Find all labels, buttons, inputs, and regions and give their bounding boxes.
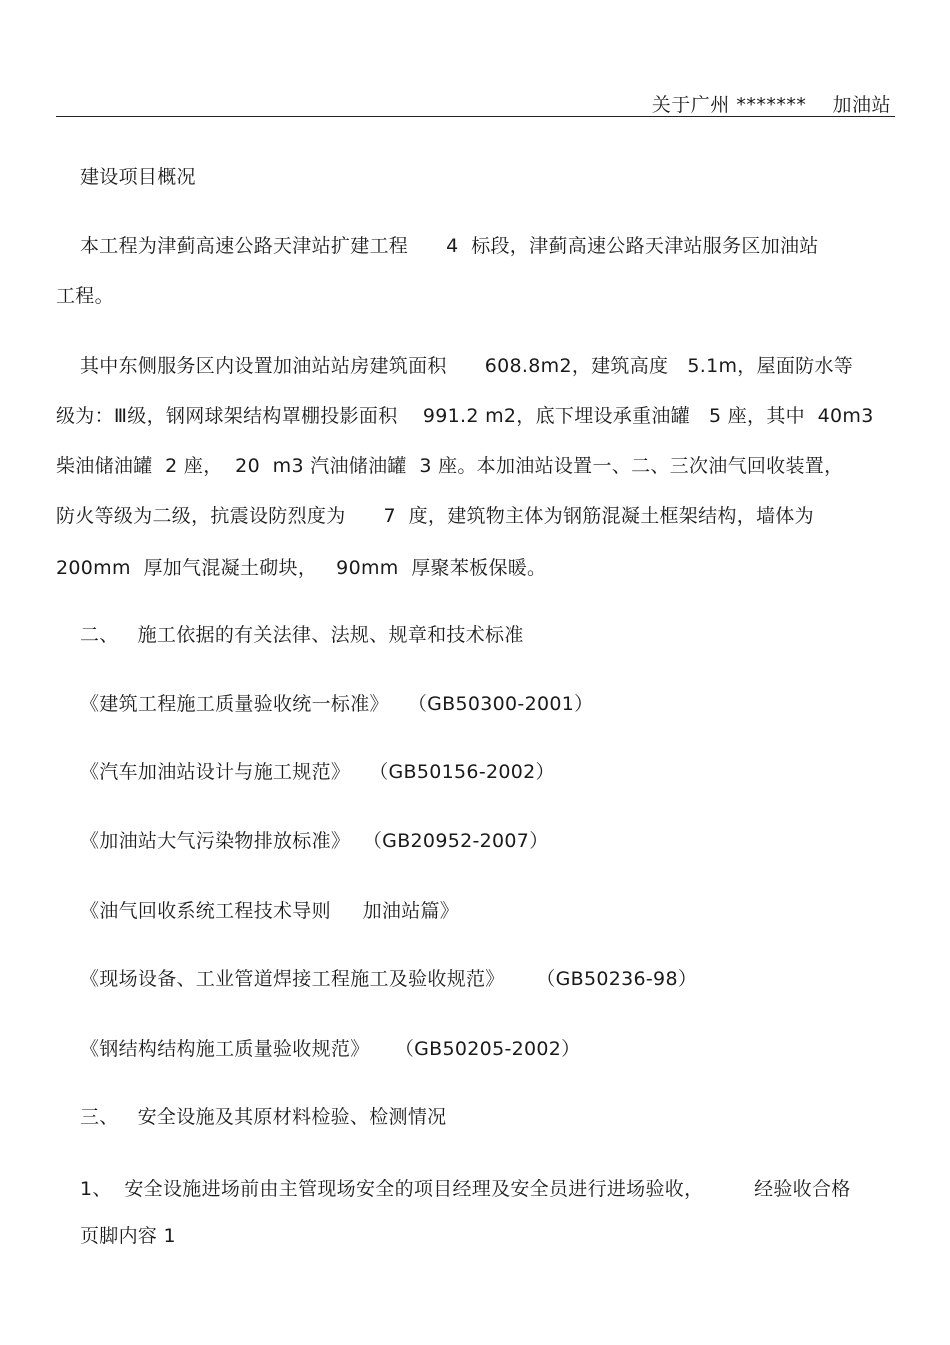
paragraph-line: 1、 安全设施进场前由主管现场安全的项目经理及安全员进行进场验收， 经验收合格	[80, 1178, 851, 1200]
section-title-basis: 二、 施工依据的有关法律、法规、规章和技术标准	[80, 624, 524, 646]
standard-item: 《现场设备、工业管道焊接工程施工及验收规范》 （GB50236-98）	[80, 968, 698, 990]
header-title: 关于广州 ******* 加油站	[651, 94, 891, 116]
standard-item: 《油气回收系统工程技术导则 加油站篇》	[80, 900, 460, 922]
page-header	[56, 86, 895, 117]
paragraph-line: 工程。	[56, 285, 114, 307]
page-footer: 页脚内容 1	[80, 1225, 176, 1247]
paragraph-line: 其中东侧服务区内设置加油站站房建筑面积 608.8m2，建筑高度 5.1m，屋面防水等	[80, 355, 854, 377]
standard-item: 《汽车加油站设计与施工规范》 （GB50156-2002）	[80, 761, 555, 783]
paragraph-line: 本工程为津蓟高速公路天津站扩建工程 4 标段，津蓟高速公路天津站服务区加油站	[80, 235, 819, 257]
paragraph-line: 防火等级为二级，抗震设防烈度为 7 度，建筑物主体为钢筋混凝土框架结构，墙体为	[56, 505, 814, 527]
section-title-overview: 建设项目概况	[80, 166, 196, 188]
paragraph-line: 级为：Ⅲ级，钢网球架结构罩棚投影面积 991.2 m2，底下埋设承重油罐 5 座，其中 40m3	[56, 405, 874, 427]
paragraph-line: 200mm 厚加气混凝土砌块， 90mm 厚聚苯板保暖。	[56, 557, 547, 579]
standard-item: 《建筑工程施工质量验收统一标准》 （GB50300-2001）	[80, 693, 594, 715]
standard-item: 《加油站大气污染物排放标准》 （GB20952-2007）	[80, 830, 549, 852]
standard-item: 《钢结构结构施工质量验收规范》 （GB50205-2002）	[80, 1038, 581, 1060]
paragraph-line: 柴油储油罐 2 座， 20 m3 汽油储油罐 3 座。本加油站设置一、二、三次油气回收装置，	[56, 455, 844, 477]
section-title-safety: 三、 安全设施及其原材料检验、检测情况	[80, 1106, 447, 1128]
